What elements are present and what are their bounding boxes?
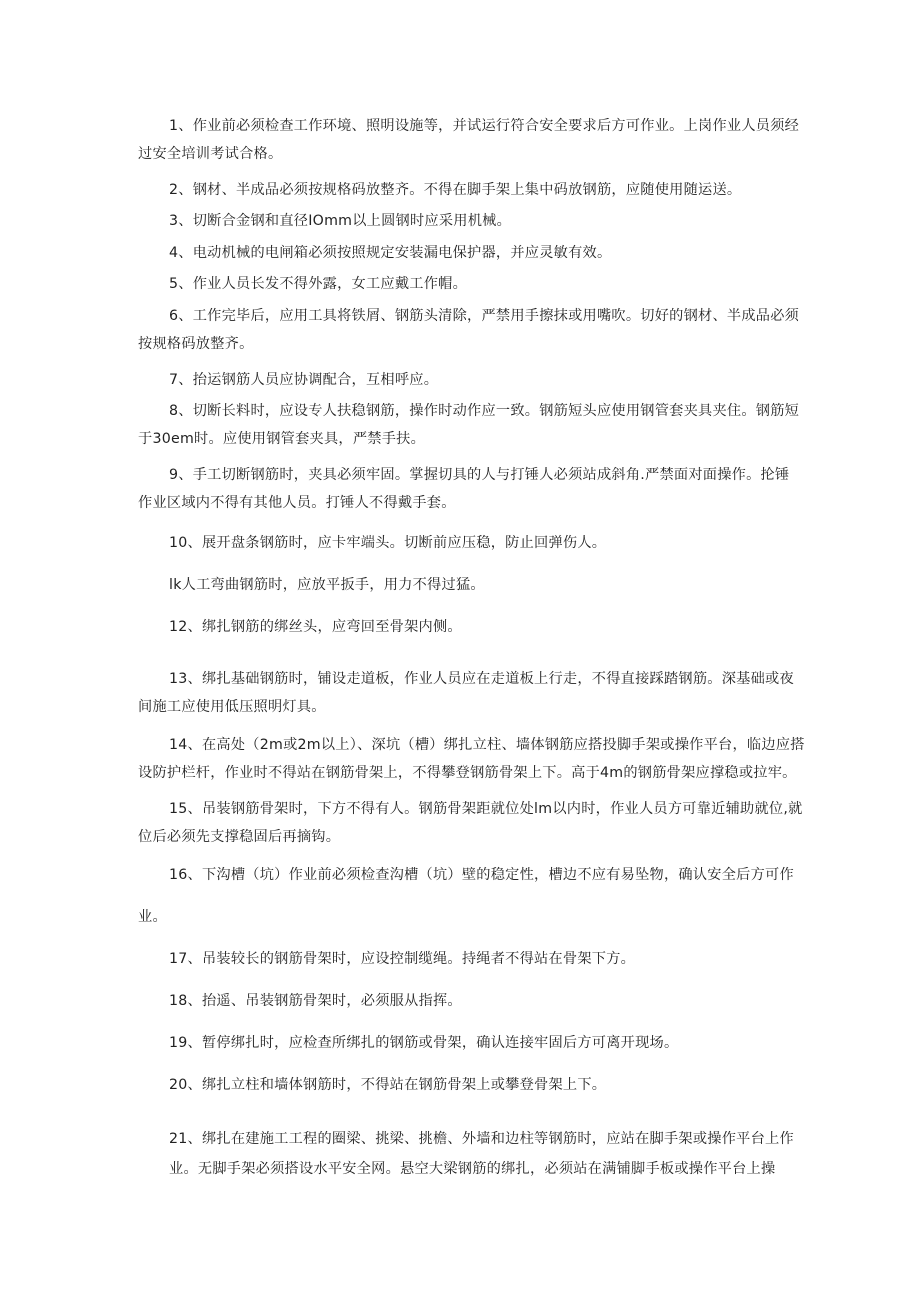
rule-line: 20、绑扎立柱和墙体钢筋时，不得站在钢筋骨架上或攀登骨架上下。	[169, 1077, 607, 1093]
rule-1	[138, 112, 850, 168]
rule-line: 5、作业人员长发不得外露，女工应戴工作帽。	[169, 276, 468, 292]
rule-line: 8、切断长料时，应设专人扶稳钢筋，操作时动作应一致。钢筋短头应使用钢管套夹具夹住。钢筋短	[169, 403, 800, 419]
rule-17	[138, 945, 850, 973]
rule-line: 4、电动机械的电闸箱必须按照规定安装漏电保护器，并应灵敏有效。	[169, 245, 612, 261]
rule-5	[138, 270, 850, 298]
rule-line: 业。无脚手架必须搭设水平安全网。悬空大梁钢筋的绑扎，必须站在满铺脚手板或操作平台上操	[169, 1161, 776, 1177]
rule-12	[138, 613, 850, 641]
rule-line: 10、展开盘条钢筋时，应卡牢端头。切断前应压稳，防止回弹伤人。	[169, 535, 607, 551]
rule-21	[138, 1125, 850, 1183]
rule-line: 过安全培训考试合格。	[138, 146, 283, 162]
rule-line: 19、暂停绑扎时，应检查所绑扎的钢筋或骨架，确认连接牢固后方可离开现场。	[169, 1035, 679, 1051]
rule-line: 12、绑扎钢筋的绑丝头，应弯回至骨架内侧。	[169, 619, 462, 635]
rule-line: 14、在高处（2m或2m以上）、深坑（槽）绑扎立柱、墙体钢筋应搭投脚手架或操作平台，临边应搭	[169, 737, 805, 753]
rule-line: 按规格码放整齐。	[138, 336, 254, 352]
rule-6	[138, 302, 850, 358]
rule-13	[138, 665, 850, 721]
rule-line: 16、下沟槽（坑）作业前必须检查沟槽（坑）壁的稳定性，槽边不应有易坠物，确认安全后方可作	[169, 867, 794, 883]
rule-line: 17、吊装较长的钢筋骨架时，应设控制缆绳。持绳者不得站在骨架下方。	[169, 951, 636, 967]
rule-8	[138, 397, 850, 453]
rule-line: 位后必须先支撑稳固后再摘钩。	[138, 829, 341, 845]
rule-line: 于30em时。应使用钢管套夹具，严禁手扶。	[138, 431, 426, 447]
rule-line: 2、钢材、半成品必须按规格码放整齐。不得在脚手架上集中码放钢筋，应随使用随运送。	[169, 182, 742, 198]
rule-line: 21、绑扎在建施工工程的圈梁、挑梁、挑檐、外墙和边柱等钢筋时，应站在脚手架或操作平台上作	[169, 1131, 794, 1147]
rule-20	[138, 1071, 850, 1099]
rule-line: 15、吊装钢筋骨架时，下方不得有人。钢筋骨架距就位处lm以内时，作业人员方可靠近辅助就位,就	[169, 801, 803, 817]
rule-line: 作业区域内不得有其他人员。打锤人不得戴手套。	[138, 495, 456, 511]
rule-16	[138, 861, 850, 931]
rule-line: 设防护栏杆，作业时不得站在钢筋骨架上，不得攀登钢筋骨架上下。高于4m的钢筋骨架应撑稳或拉牢。	[138, 765, 797, 781]
rule-line: 1、作业前必须检查工作环境、照明设施等，并试运行符合安全要求后方可作业。上岗作业人员须经	[169, 118, 800, 134]
rule-7	[138, 366, 850, 394]
rule-line: 7、抬运钢筋人员应协调配合，互相呼应。	[169, 372, 439, 388]
rule-line: 6、工作完毕后，应用工具将铁屑、钢筋头清除，严禁用手擦抹或用嘴吹。切好的钢材、半成品必须	[169, 308, 800, 324]
rule-14	[138, 731, 850, 787]
rule-10	[138, 529, 850, 557]
rule-line: 18、抬遥、吊装钢筋骨架时，必须服从指挥。	[169, 993, 462, 1009]
rule-4	[138, 239, 850, 267]
rule-19	[138, 1029, 850, 1057]
rule-line: lk人工弯曲钢筋时，应放平扳手，用力不得过猛。	[169, 577, 485, 593]
rule-2	[138, 176, 850, 204]
rule-11	[138, 571, 850, 599]
rule-18	[138, 987, 850, 1015]
rule-9	[138, 461, 850, 517]
rule-line: 业。	[138, 909, 167, 925]
rule-line: 9、手工切断钢筋时，夹具必须牢固。掌握切具的人与打锤人必须站成斜角.严禁面对面操作。抡锤	[169, 467, 790, 483]
rule-15	[138, 795, 850, 851]
rule-3	[138, 207, 850, 235]
rule-line: 间施工应使用低压照明灯具。	[138, 699, 326, 715]
rule-line: 13、绑扎基础钢筋时，铺设走道板，作业人员应在走道板上行走，不得直接踩踏钢筋。深基础或夜	[169, 671, 794, 687]
rule-line: 3、切断合金钢和直径IOmm以上圆钢时应采用机械。	[169, 213, 512, 229]
